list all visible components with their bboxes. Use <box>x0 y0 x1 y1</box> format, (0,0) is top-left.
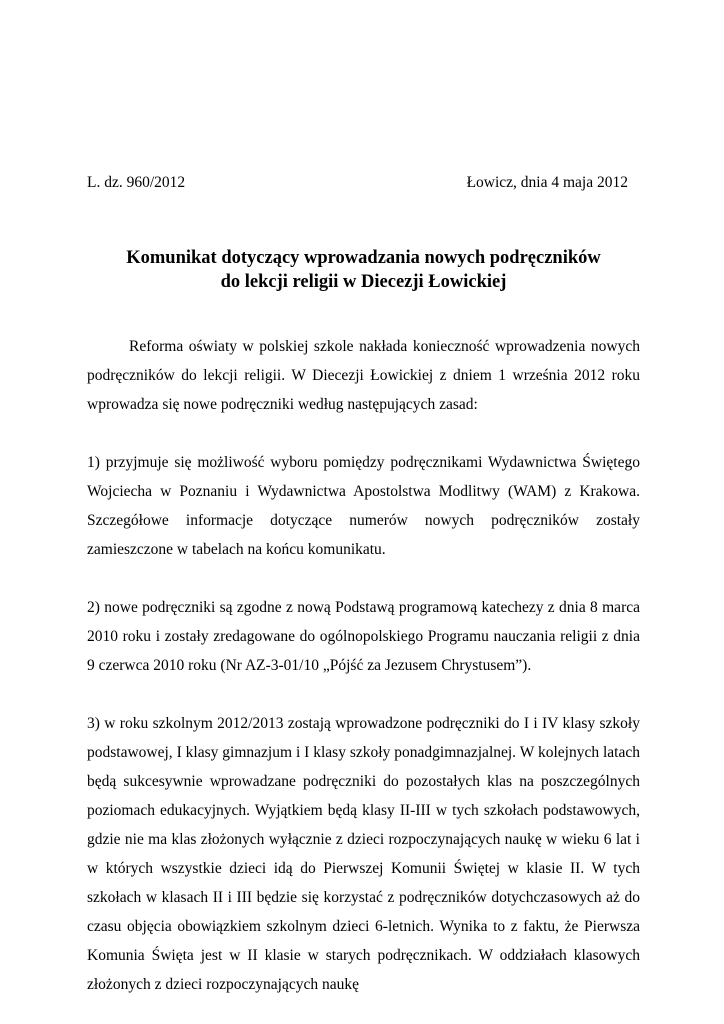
document-header <box>87 172 640 194</box>
document-body <box>87 332 640 999</box>
document-title <box>87 246 640 294</box>
rule-3-paragraph: 3) w roku szkolnym 2012/2013 zostają wprowadzone podręczniki do I i IV klasy szkoły podstawowej, I klasy gimnazjum i I klasy szkoły ponadgimnazjalnej. W kolejnych latach będą sukcesywnie wprowadzane podręczniki do pozostałych klas na poszczególnych poziomach edukacyjnych. Wyjątkiem będą klasy II-III w tych szkołach podstawowych, gdzie nie ma klas złożonych wyłącznie z dzieci rozpoczynających naukę w wieku 6 lat i w których wszystkie dzieci idą do Pierwszej Komunii Świętej w klasie II. W tych szkołach w klasach II i III będzie się korzystać z podręczników dotychczasowych aż do czasu objęcia obowiązkiem szkolnym dzieci 6-letnich. Wynika to z faktu, że Pierwsza Komunia Święta jest w II klasie w starych podręcznikach. W oddziałach klasowych złożonych z dzieci rozpoczynających naukę <box>87 715 640 993</box>
reference-number: L. dz. 960/2012 <box>87 174 186 191</box>
intro-paragraph: Reforma oświaty w polskiej szkole nakłada konieczność wprowadzenia nowych podręczników do lekcji religii. W Diecezji Łowickiej z dniem 1 września 2012 roku wprowadza się nowe podręczniki według następujących zasad: <box>87 338 640 413</box>
rule-2-paragraph: 2) nowe podręczniki są zgodne z nową Podstawą programową katechezy z dnia 8 marca 2010 roku i zostały zredagowane do ogólnopolskiego Programu nauczania religii z dnia 9 czerwca 2010 roku (Nr AZ-3-01/10 „Pójść za Jezusem Chrystusem”). <box>87 599 640 674</box>
title-line-1: Komunikat dotyczący wprowadzania nowych podręczników <box>126 248 601 268</box>
document-page <box>87 172 640 999</box>
title-line-2: do lekcji religii w Diecezji Łowickiej <box>220 272 507 292</box>
place-and-date: Łowicz, dnia 4 maja 2012 <box>466 174 628 191</box>
rule-1-paragraph: 1) przyjmuje się możliwość wyboru pomiędzy podręcznikami Wydawnictwa Świętego Wojciecha w Poznaniu i Wydawnictwa Apostolstwa Modlitwy (WAM) z Krakowa. Szczegółowe informacje dotyczące numerów nowych podręczników zostały zamieszczone w tabelach na końcu komunikatu. <box>87 454 640 558</box>
